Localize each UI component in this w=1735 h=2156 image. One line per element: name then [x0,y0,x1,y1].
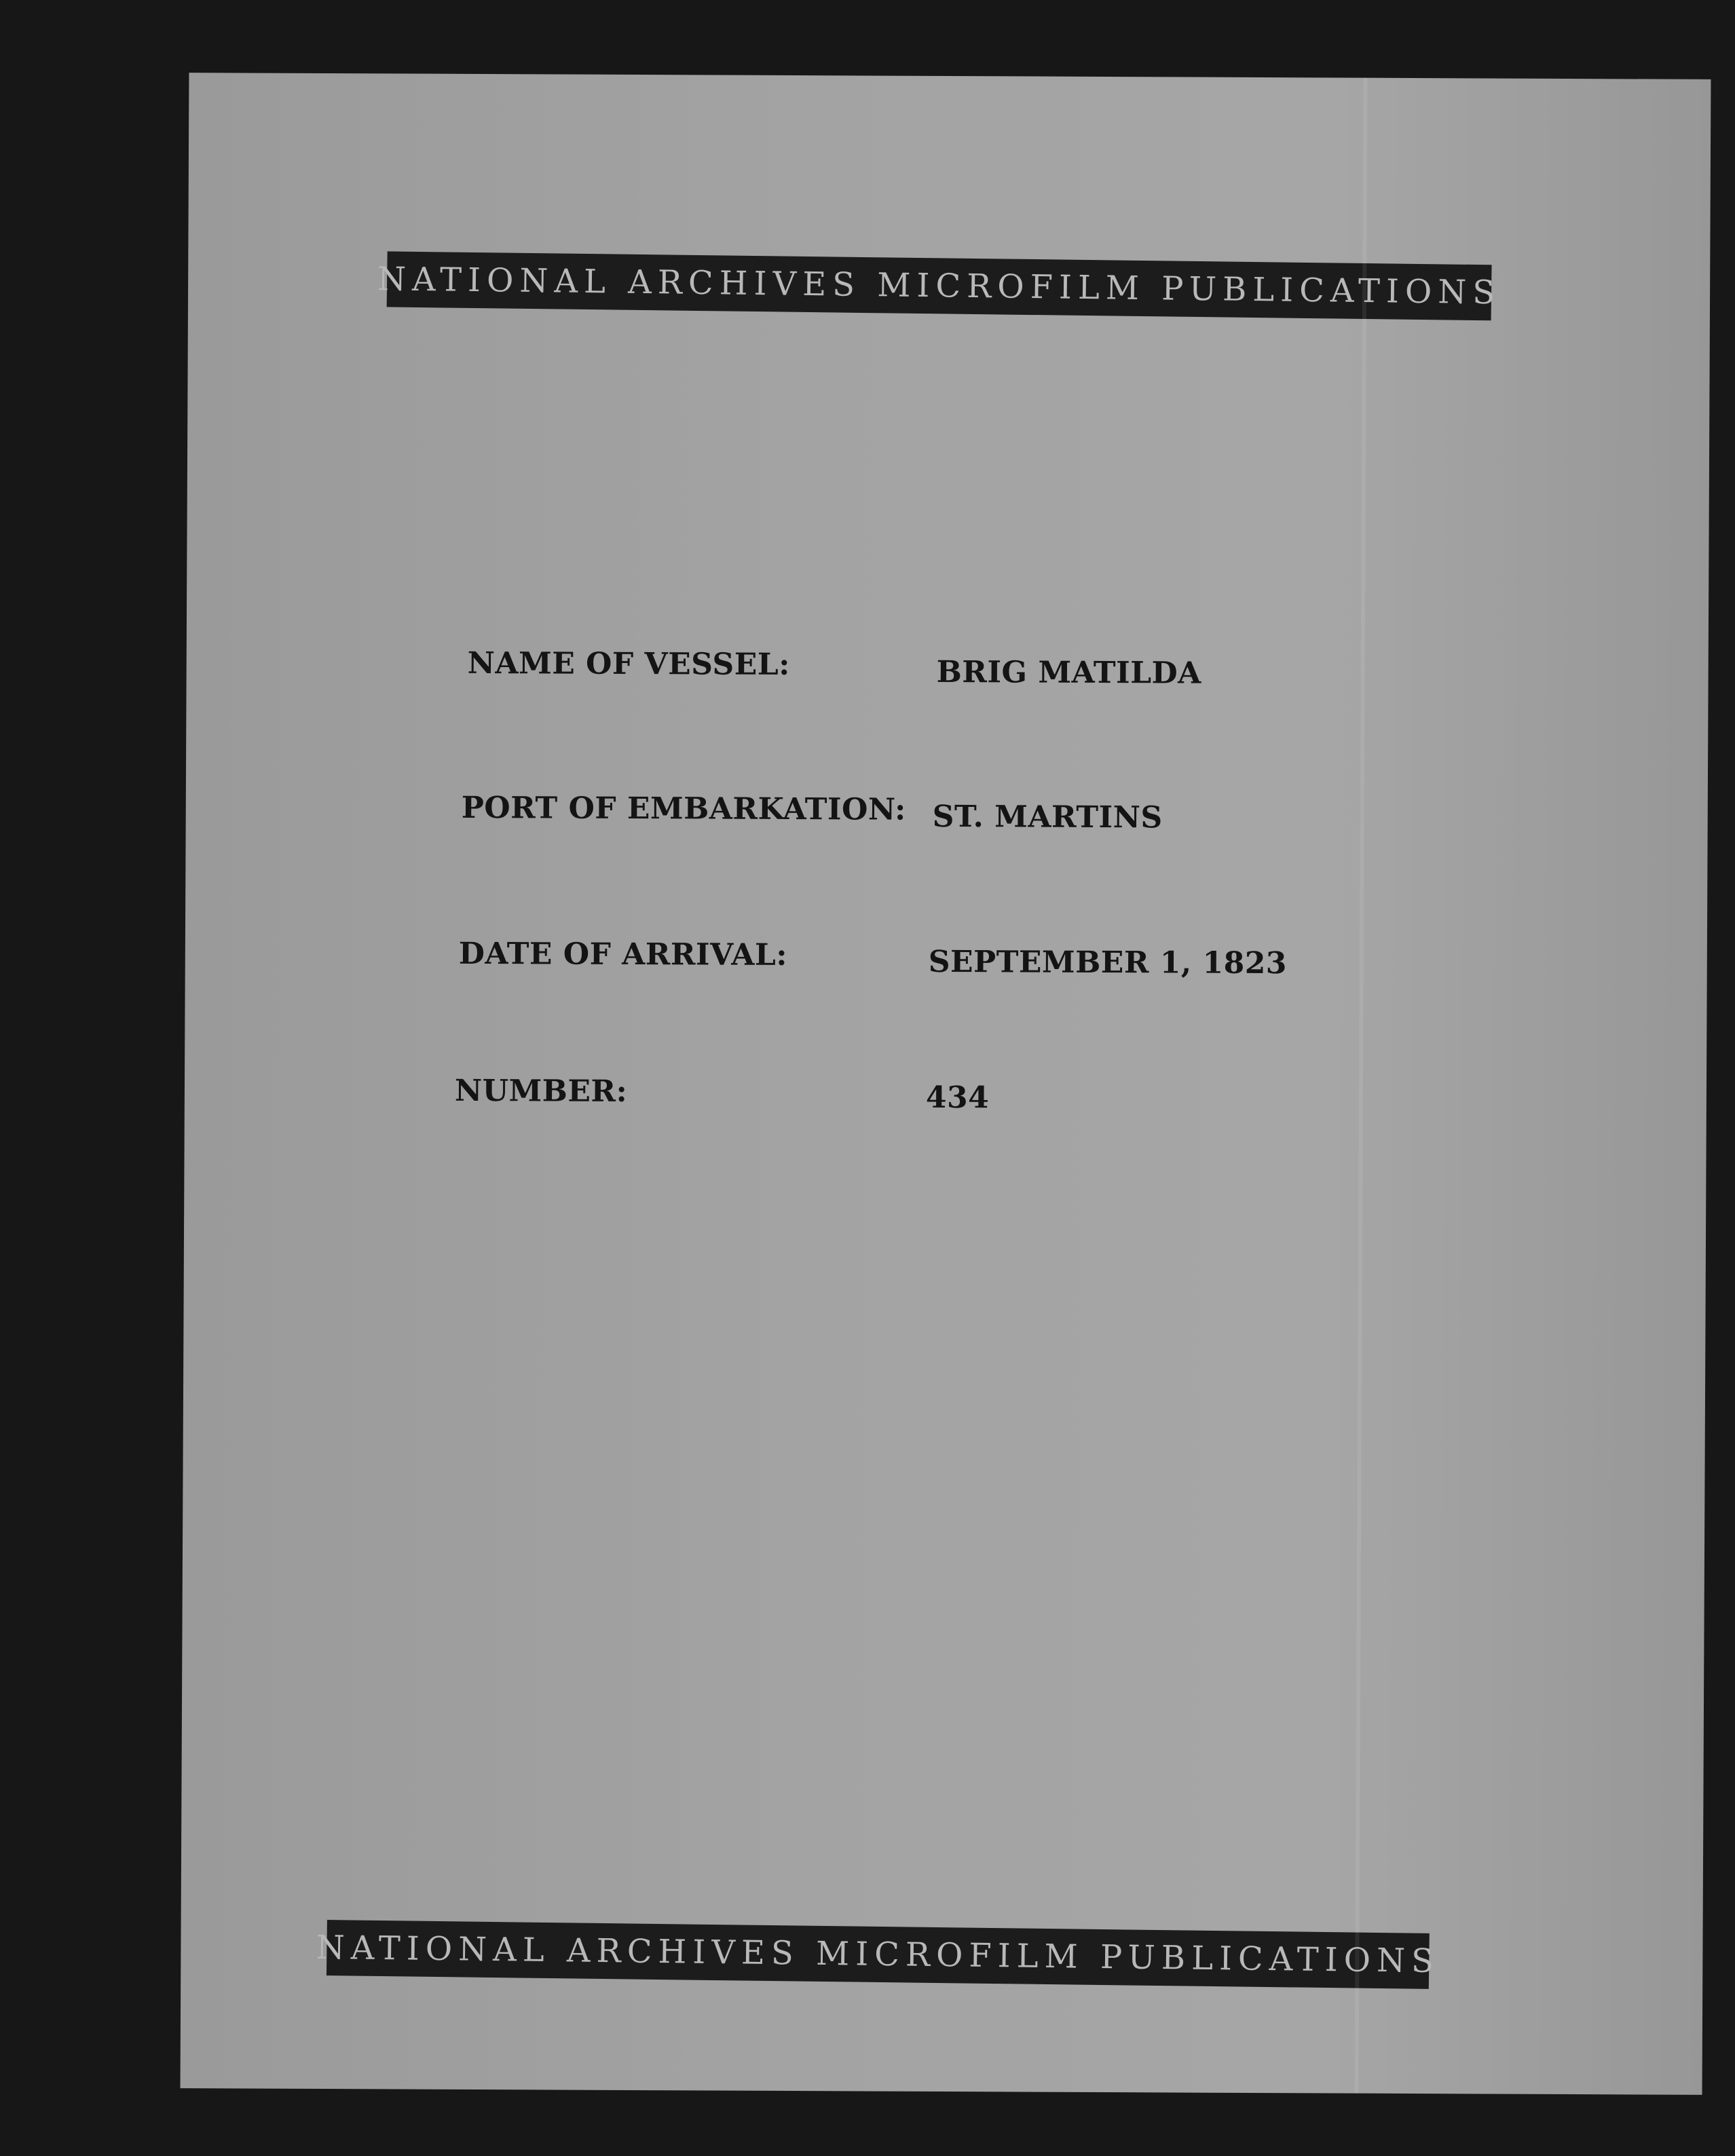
footer-banner: NATIONAL ARCHIVES MICROFILM PUBLICATIONS [327,1920,1430,1989]
vessel-name-label: NAME OF VESSEL: [467,645,791,682]
embarkation-port-label: PORT OF EMBARKATION: [461,790,906,827]
number-value: 434 [925,1080,990,1116]
arrival-date-value: SEPTEMBER 1, 1823 [928,944,1288,981]
header-banner: NATIONAL ARCHIVES MICROFILM PUBLICATIONS [387,251,1492,320]
arrival-date-label: DATE OF ARRIVAL: [458,936,788,972]
vessel-name-value: BRIG MATILDA [936,654,1201,691]
microfilm-target-sheet [181,73,1711,2095]
number-label: NUMBER: [454,1073,628,1109]
embarkation-port-value: ST. MARTINS [932,799,1163,835]
